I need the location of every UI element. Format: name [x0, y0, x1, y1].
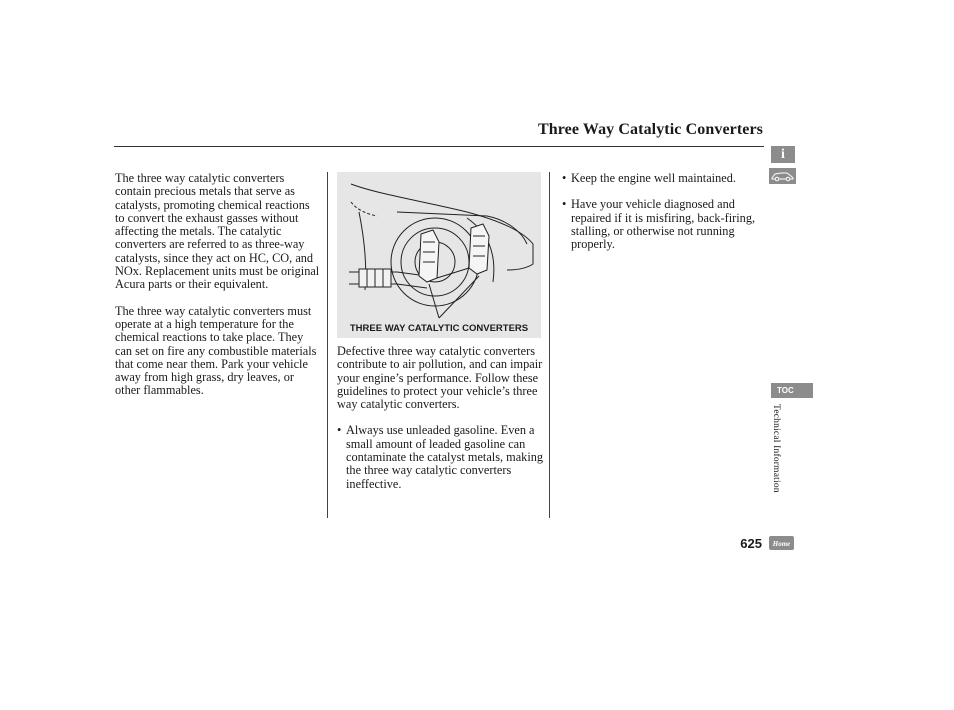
bullet-icon: •	[337, 423, 342, 438]
column-divider-2	[549, 172, 550, 518]
figure-caption: THREE WAY CATALYTIC CONVERTERS	[349, 323, 529, 334]
list-item	[562, 172, 762, 185]
bullet-engine-maintained: Keep the engine well maintained.	[571, 171, 736, 185]
car-icon[interactable]	[769, 168, 796, 184]
list-item	[337, 424, 545, 490]
column-2	[337, 345, 545, 504]
bullet-icon: •	[562, 171, 567, 185]
page-title: Three Way Catalytic Converters	[537, 121, 763, 138]
bullet-unleaded-gasoline: Always use unleaded gasoline. Even a small amount of leaded gasoline can contaminate the catalyst metals, making the three way catalytic converters ineffective.	[346, 423, 544, 491]
page-number: 625	[740, 536, 762, 551]
paragraph-high-temperature: The three way catalytic converters must operate at a high temperature for the chemical reactions to take place. They can set on fire any combustible materials that come near them. Park your vehicle away from high grass, dry leaves, or other flammables.	[115, 303, 317, 398]
column-divider-1	[327, 172, 328, 518]
catalytic-converter-illustration	[337, 172, 541, 322]
section-tab-label: Technical Information	[771, 404, 781, 493]
title-divider	[114, 146, 764, 147]
home-icon[interactable]	[768, 535, 795, 551]
paragraph-defective-converters: Defective three way catalytic converters contribute to air pollution, and can impair your engine’s performance. Follow these guidelines to protect your vehicle’s three way catalytic converters.	[337, 344, 543, 412]
paragraph-catalyst-metals: The three way catalytic converters contain precious metals that serve as catalysts, promoting chemical reactions to convert the exhaust gasses without affecting the metals. The catalytic converters are referred to as three-way catalysts, since they act on HC, CO, and NOx. Replacement units must be original Acura parts or their equivalent.	[115, 171, 320, 292]
column-1	[115, 172, 320, 411]
list-item	[562, 198, 762, 251]
home-label: Home	[772, 540, 791, 548]
catalytic-converter-figure	[337, 172, 541, 338]
toc-button[interactable]: TOC	[771, 383, 813, 398]
bullet-vehicle-diagnosed: Have your vehicle diagnosed and repaired if it is misfiring, back-firing, stalling, or otherwise not running properly.	[571, 197, 756, 252]
bullet-icon: •	[562, 197, 567, 212]
info-icon[interactable]: i	[771, 146, 795, 163]
column-3	[562, 172, 762, 264]
